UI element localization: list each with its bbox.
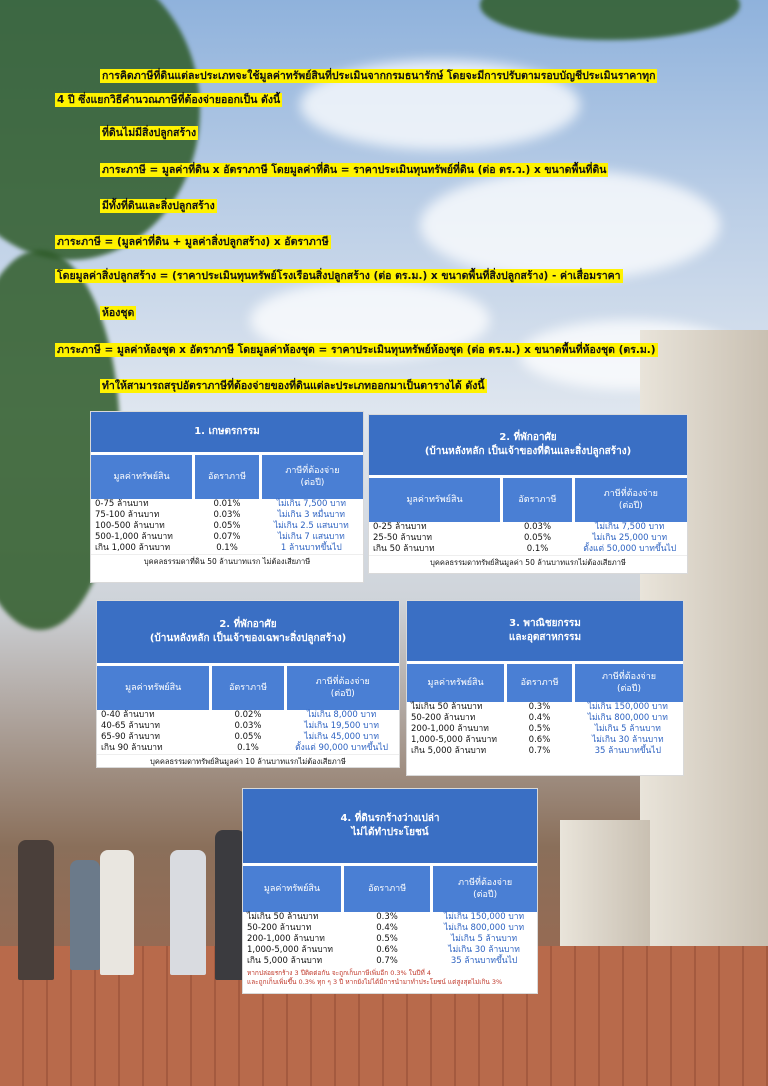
- cell-value: 100-500 ล้านบาท: [95, 521, 165, 531]
- cell-value: 1,000-5,000 ล้านบาท: [411, 735, 498, 745]
- table-row: [91, 499, 363, 510]
- cell-value: เกิน 5,000 ล้านบาท: [411, 746, 487, 756]
- heading-land-no-building: ที่ดินไม่มีสิ่งปลูกสร้าง: [102, 127, 197, 139]
- cell-value: ไม่เกิน 50 ล้านบาท: [247, 912, 319, 922]
- formula-building-value: โดยมูลค่าสิ่งปลูกสร้าง = (ราคาประเมินทุนทรัพย์โรงเรือนสิ่งปลูกสร้าง (ต่อ ตร.ม.) x ขนาดพื้นที่สิ่งปลูกสร้าง) - ค่าเสื่อมราคา: [57, 270, 621, 282]
- cell-rate: 0.4%: [528, 713, 551, 723]
- table-row: [407, 724, 683, 735]
- cell-value: ไม่เกิน 50 ล้านบาท: [411, 702, 483, 712]
- table-row: [91, 532, 363, 543]
- cell-value: 500-1,000 ล้านบาท: [95, 532, 173, 542]
- cell-rate: 0.03%: [234, 721, 262, 731]
- cell-value: 50-200 ล้านบาท: [247, 923, 312, 933]
- table-residence-building-only: [96, 600, 400, 768]
- cell-value: 200-1,000 ล้านบาท: [411, 724, 489, 734]
- cell-tax: ตั้งแต่ 50,000 บาทขึ้นไป: [583, 544, 677, 554]
- cell-tax: ไม่เกิน 30 ล้านบาท: [448, 945, 520, 955]
- column-header-rate: อัตราภาษี: [344, 866, 433, 912]
- table-commercial-industrial: [406, 600, 684, 776]
- column-header-rate: อัตราภาษี: [195, 455, 262, 499]
- cell-rate: 0.5%: [528, 724, 551, 734]
- cell-value: 0-75 ล้านบาท: [95, 499, 149, 509]
- cell-value: 50-200 ล้านบาท: [411, 713, 476, 723]
- cell-tax: ไม่เกิน 25,000 บาท: [592, 533, 668, 543]
- formula-land: ภาระภาษี = มูลค่าที่ดิน x อัตราภาษี โดยมูลค่าที่ดิน = ราคาประเมินทุนทรัพย์ที่ดิน (ต่อ ตร.ว.) x ขนาดพื้นที่ดิน: [102, 164, 607, 176]
- table-footer-note: บุคคลธรรมดาทรัพย์สินมูลค่า 10 ล้านบาทแรกไม่ต้องเสียภาษี: [97, 754, 399, 768]
- table-row: [91, 543, 363, 554]
- intro-line1: การคิดภาษีที่ดินแต่ละประเภทจะใช้มูลค่าทรัพย์สินที่ประเมินจากกรมธนารักษ์ โดยจะมีการปรับตามรอบบัญชีประเมินราคาทุก: [102, 70, 656, 82]
- cell-value: 65-90 ล้านบาท: [101, 732, 160, 742]
- cell-rate: 0.7%: [528, 746, 551, 756]
- column-header-value: มูลค่าทรัพย์สิน: [243, 866, 344, 912]
- column-header-tax: ภาษีที่ต้องจ่าย (ต่อปี): [285, 466, 340, 488]
- column-header-value: มูลค่าทรัพย์สิน: [91, 455, 195, 499]
- cell-tax: ไม่เกิน 5 ล้านบาท: [594, 724, 661, 734]
- column-headers: [407, 661, 683, 702]
- table-row: [407, 746, 683, 757]
- cell-rate: 0.6%: [528, 735, 551, 745]
- cell-rate: 0.4%: [376, 923, 398, 933]
- table-title: 2. ที่พักอาศัย (บ้านหลังหลัก เป็นเจ้าของที่ดินและสิ่งปลูกสร้าง): [369, 415, 687, 475]
- column-header-rate: อัตราภาษี: [503, 478, 575, 522]
- cell-rate: 0.1%: [526, 544, 549, 554]
- summary-line: ทำให้สามารถสรุปอัตราภาษีที่ต้องจ่ายของที่ดินแต่ละประเภทออกมาเป็นตารางได้ ดังนี้: [102, 380, 485, 392]
- cell-value: เกิน 1,000 ล้านบาท: [95, 543, 171, 553]
- cell-rate: 0.05%: [524, 533, 552, 543]
- rate-table: [91, 499, 363, 554]
- cell-tax: ไม่เกิน 45,000 บาท: [304, 732, 379, 742]
- cell-rate: 0.3%: [528, 702, 551, 712]
- heading-land-and-building: มีทั้งที่ดินและสิ่งปลูกสร้าง: [102, 200, 215, 212]
- column-headers: [243, 863, 537, 912]
- table-agriculture: [90, 411, 364, 583]
- column-header-tax: ภาษีที่ต้องจ่าย (ต่อปี): [603, 489, 658, 511]
- table-footer-note: บุคคลธรรมดาทรัพย์สินมูลค่า 50 ล้านบาทแรกไม่ต้องเสียภาษี: [369, 555, 687, 569]
- cell-tax: ไม่เกิน 7,500 บาท: [276, 499, 346, 509]
- cell-tax: ไม่เกิน 5 ล้านบาท: [451, 934, 518, 944]
- column-header-rate: อัตราภาษี: [212, 666, 286, 710]
- rate-table: [407, 702, 683, 757]
- cell-value: 25-50 ล้านบาท: [373, 533, 432, 543]
- table-row: [243, 934, 537, 945]
- table-vacant-land: [242, 788, 538, 994]
- column-headers: [369, 475, 687, 522]
- table-title: 4. ที่ดินรกร้างว่างเปล่า ไม่ได้ทำประโยชน์: [243, 789, 537, 863]
- table-row: [369, 533, 687, 544]
- cell-value: 75-100 ล้านบาท: [95, 510, 160, 520]
- cell-tax: ไม่เกิน 2.5 แสนบาท: [273, 521, 349, 531]
- heading-condo: ห้องชุด: [102, 307, 135, 319]
- table-row: [97, 743, 399, 754]
- cell-rate: 0.05%: [234, 732, 262, 742]
- column-header-tax: ภาษีที่ต้องจ่าย (ต่อปี): [458, 878, 513, 900]
- cell-rate: 0.5%: [376, 934, 398, 944]
- cell-tax: ไม่เกิน 19,500 บาท: [304, 721, 379, 731]
- cell-rate: 0.1%: [237, 743, 259, 753]
- column-header-value: มูลค่าทรัพย์สิน: [97, 666, 212, 710]
- cell-rate: 0.07%: [213, 532, 241, 542]
- table-row: [243, 945, 537, 956]
- cell-value: เกิน 5,000 ล้านบาท: [247, 956, 323, 966]
- column-headers: [91, 452, 363, 499]
- table-row: [407, 735, 683, 746]
- rate-table: [97, 710, 399, 754]
- rate-table: [369, 522, 687, 555]
- table-footer-note: บุคคลธรรมดาที่ดิน 50 ล้านบาทแรก ไม่ต้องเสียภาษี: [91, 554, 363, 568]
- rate-table: [243, 912, 537, 967]
- formula-land-building: ภาระภาษี = (มูลค่าที่ดิน + มูลค่าสิ่งปลูกสร้าง) x อัตราภาษี: [57, 236, 329, 248]
- cell-value: เกิน 90 ล้านบาท: [101, 743, 163, 753]
- cell-rate: 0.01%: [213, 499, 241, 509]
- table-row: [97, 721, 399, 732]
- table-row: [369, 544, 687, 555]
- formula-condo: ภาระภาษี = มูลค่าห้องชุด x อัตราภาษี โดยมูลค่าห้องชุด = ราคาประเมินทุนทรัพย์ห้องชุด (ต่อ ตร.ม.) x ขนาดพื้นที่ห้องชุด (ตร.ม.): [57, 344, 656, 356]
- cell-value: 200-1,000 ล้านบาท: [247, 934, 325, 944]
- cell-rate: 0.1%: [216, 543, 238, 553]
- cell-value: 0-40 ล้านบาท: [101, 710, 155, 720]
- cell-tax: ไม่เกิน 8,000 บาท: [306, 710, 377, 720]
- intro-line2: 4 ปี ซึ่งแยกวิธีคำนวณภาษีที่ต้องจ่ายออกเป็น ดังนี้: [57, 94, 281, 106]
- table-warning-note: หากปล่อยรกร้าง 3 ปีติดต่อกัน จะถูกเก็บภาษีเพิ่มอีก 0.3% ในปีที่ 4 และถูกเก็บเพิ่มขึ้น 0.3% ทุก ๆ 3 ปี หากยังไม่ได้มีการนำมาทำประโยชน์ แต่สูงสุดไม่เกิน 3%: [247, 969, 503, 986]
- table-row: [243, 923, 537, 934]
- table-residence-owner: [368, 414, 688, 574]
- cell-tax: ไม่เกิน 7 แสนบาท: [277, 532, 345, 542]
- cell-rate: 0.02%: [234, 710, 262, 720]
- table-row: [91, 521, 363, 532]
- cell-rate: 0.7%: [376, 956, 398, 966]
- cell-tax: 1 ล้านบาทขึ้นไป: [280, 543, 342, 553]
- table-row: [243, 912, 537, 923]
- column-header-value: มูลค่าทรัพย์สิน: [407, 664, 507, 702]
- cell-rate: 0.05%: [213, 521, 241, 531]
- cell-value: 40-65 ล้านบาท: [101, 721, 160, 731]
- table-row: [97, 710, 399, 721]
- cell-tax: ไม่เกิน 150,000 บาท: [444, 912, 525, 922]
- table-row: [97, 732, 399, 743]
- cell-tax: ไม่เกิน 800,000 บาท: [587, 713, 668, 723]
- cell-value: เกิน 50 ล้านบาท: [373, 544, 435, 554]
- cell-rate: 0.03%: [524, 522, 552, 532]
- cell-tax: ไม่เกิน 3 หมื่นบาท: [277, 510, 345, 520]
- table-row: [243, 956, 537, 967]
- cell-tax: ไม่เกิน 7,500 บาท: [595, 522, 665, 532]
- table-row: [369, 522, 687, 533]
- column-header-tax: ภาษีที่ต้องจ่าย (ต่อปี): [315, 677, 370, 699]
- column-header-tax: ภาษีที่ต้องจ่าย (ต่อปี): [601, 672, 657, 694]
- table-title: 3. พาณิชยกรรม และอุตสาหกรรม: [407, 601, 683, 661]
- cell-value: 1,000-5,000 ล้านบาท: [247, 945, 334, 955]
- column-header-value: มูลค่าทรัพย์สิน: [369, 478, 503, 522]
- column-headers: [97, 663, 399, 710]
- cell-rate: 0.6%: [376, 945, 398, 955]
- cell-tax: ตั้งแต่ 90,000 บาทขึ้นไป: [295, 743, 389, 753]
- table-title: 1. เกษตรกรรม: [91, 412, 363, 452]
- cell-rate: 0.03%: [213, 510, 241, 520]
- cell-tax: 35 ล้านบาทขึ้นไป: [594, 746, 661, 756]
- cell-tax: 35 ล้านบาทขึ้นไป: [450, 956, 518, 966]
- cell-tax: ไม่เกิน 150,000 บาท: [587, 702, 668, 712]
- table-title: 2. ที่พักอาศัย (บ้านหลังหลัก เป็นเจ้าของเฉพาะสิ่งปลูกสร้าง): [97, 601, 399, 663]
- cell-rate: 0.3%: [376, 912, 398, 922]
- cell-value: 0-25 ล้านบาท: [373, 522, 427, 532]
- table-row: [407, 702, 683, 713]
- column-header-rate: อัตราภาษี: [507, 664, 575, 702]
- table-row: [91, 510, 363, 521]
- table-row: [407, 713, 683, 724]
- cell-tax: ไม่เกิน 30 ล้านบาท: [592, 735, 664, 745]
- cell-tax: ไม่เกิน 800,000 บาท: [444, 923, 525, 933]
